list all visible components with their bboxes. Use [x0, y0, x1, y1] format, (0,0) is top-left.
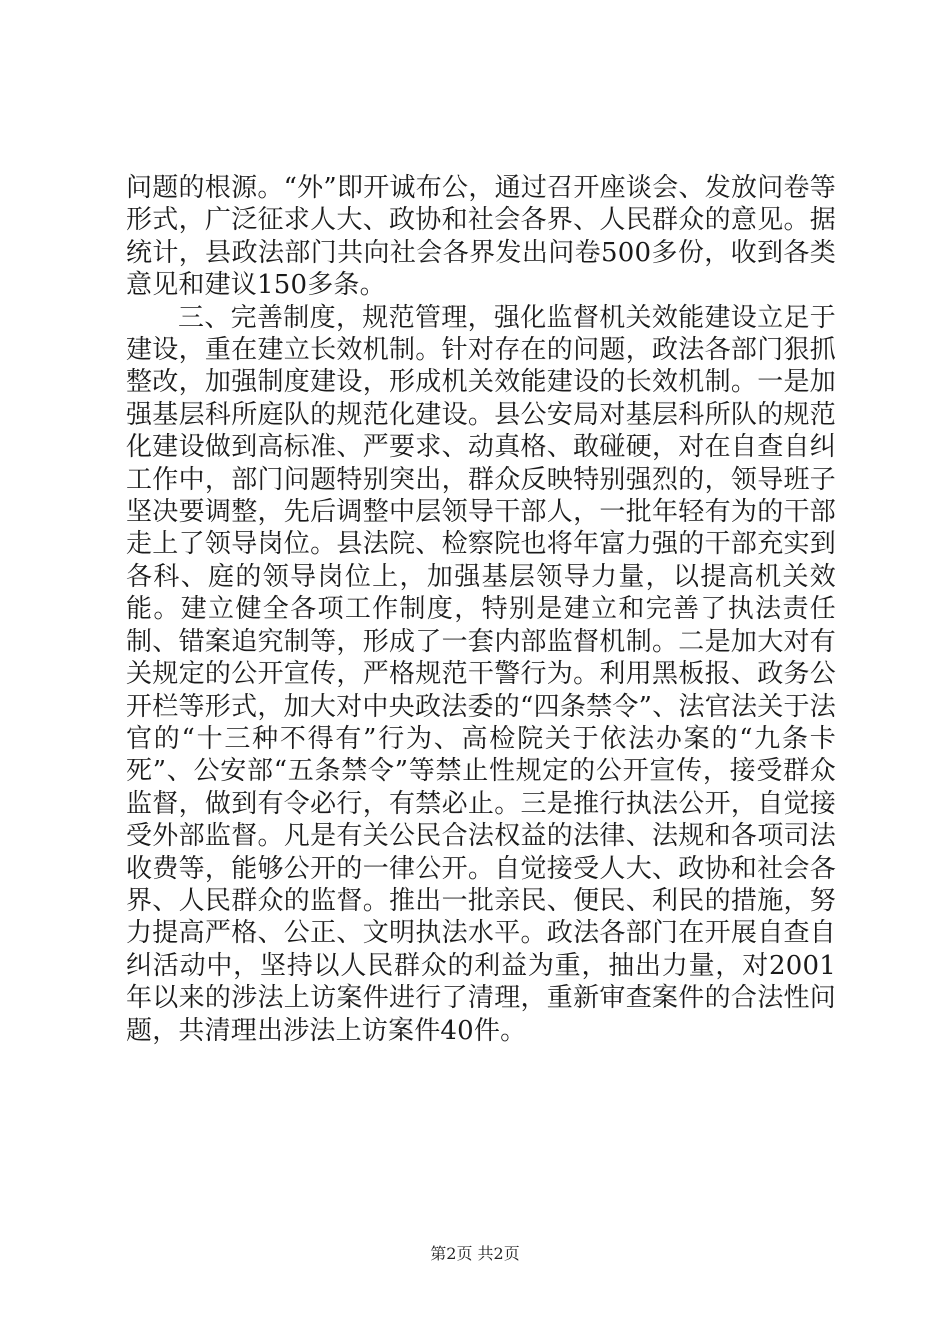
document-body [126, 172, 836, 1047]
paragraph-1: 问题的根源。“外”即开诚布公，通过召开座谈会、发放问卷等形式，广泛征求人大、政协和社会各界、人民群众的意见。据统计，县政法部门共向社会各界发出问卷500多份，收到各类意见和建议150多条。 [126, 173, 836, 301]
paragraph-2: 三、完善制度，规范管理，强化监督机关效能建设立足于建设，重在建立长效机制。针对存在的问题，政法各部门狠抓整改，加强制度建设，形成机关效能建设的长效机制。一是加强基层科所庭队的规范化建设。县公安局对基层科所队的规范化建设做到高标准、严要求、动真格、敢碰硬，对在自查自纠工作中，部门问题特别突出，群众反映特别强烈的，领导班子坚决要调整，先后调整中层领导干部人，一批年轻有为的干部走上了领导岗位。县法院、检察院也将年富力强的干部充实到各科、庭的领导岗位上，加强基层领导力量，以提高机关效能。建立健全各项工作制度，特别是建立和完善了执法责任制、错案追究制等，形成了一套内部监督机制。二是加大对有关规定的公开宣传，严格规范干警行为。利用黑板报、政务公开栏等形式，加大对中央政法委的“四条禁令”、法官法关于法官的“十三种不得有”行为、高检院关于依法办案的“九条卡死”、公安部“五条禁令”等禁止性规定的公开宣传，接受群众监督，做到有令必行，有禁必止。三是推行执法公开，自觉接受外部监督。凡是有关公民合法权益的法律、法规和各项司法收费等，能够公开的一律公开。自觉接受人大、政协和社会各界、人民群众的监督。推出一批亲民、便民、利民的措施，努力提高严格、公正、文明执法水平。政法各部门在开展自查自纠活动中，坚持以人民群众的利益为重，抽出力量，对2001年以来的涉法上访案件进行了清理，重新审查案件的合法性问题，共清理出涉法上访案件40件。 [126, 302, 836, 1046]
page-footer: 第2页 共2页 [430, 1244, 520, 1263]
